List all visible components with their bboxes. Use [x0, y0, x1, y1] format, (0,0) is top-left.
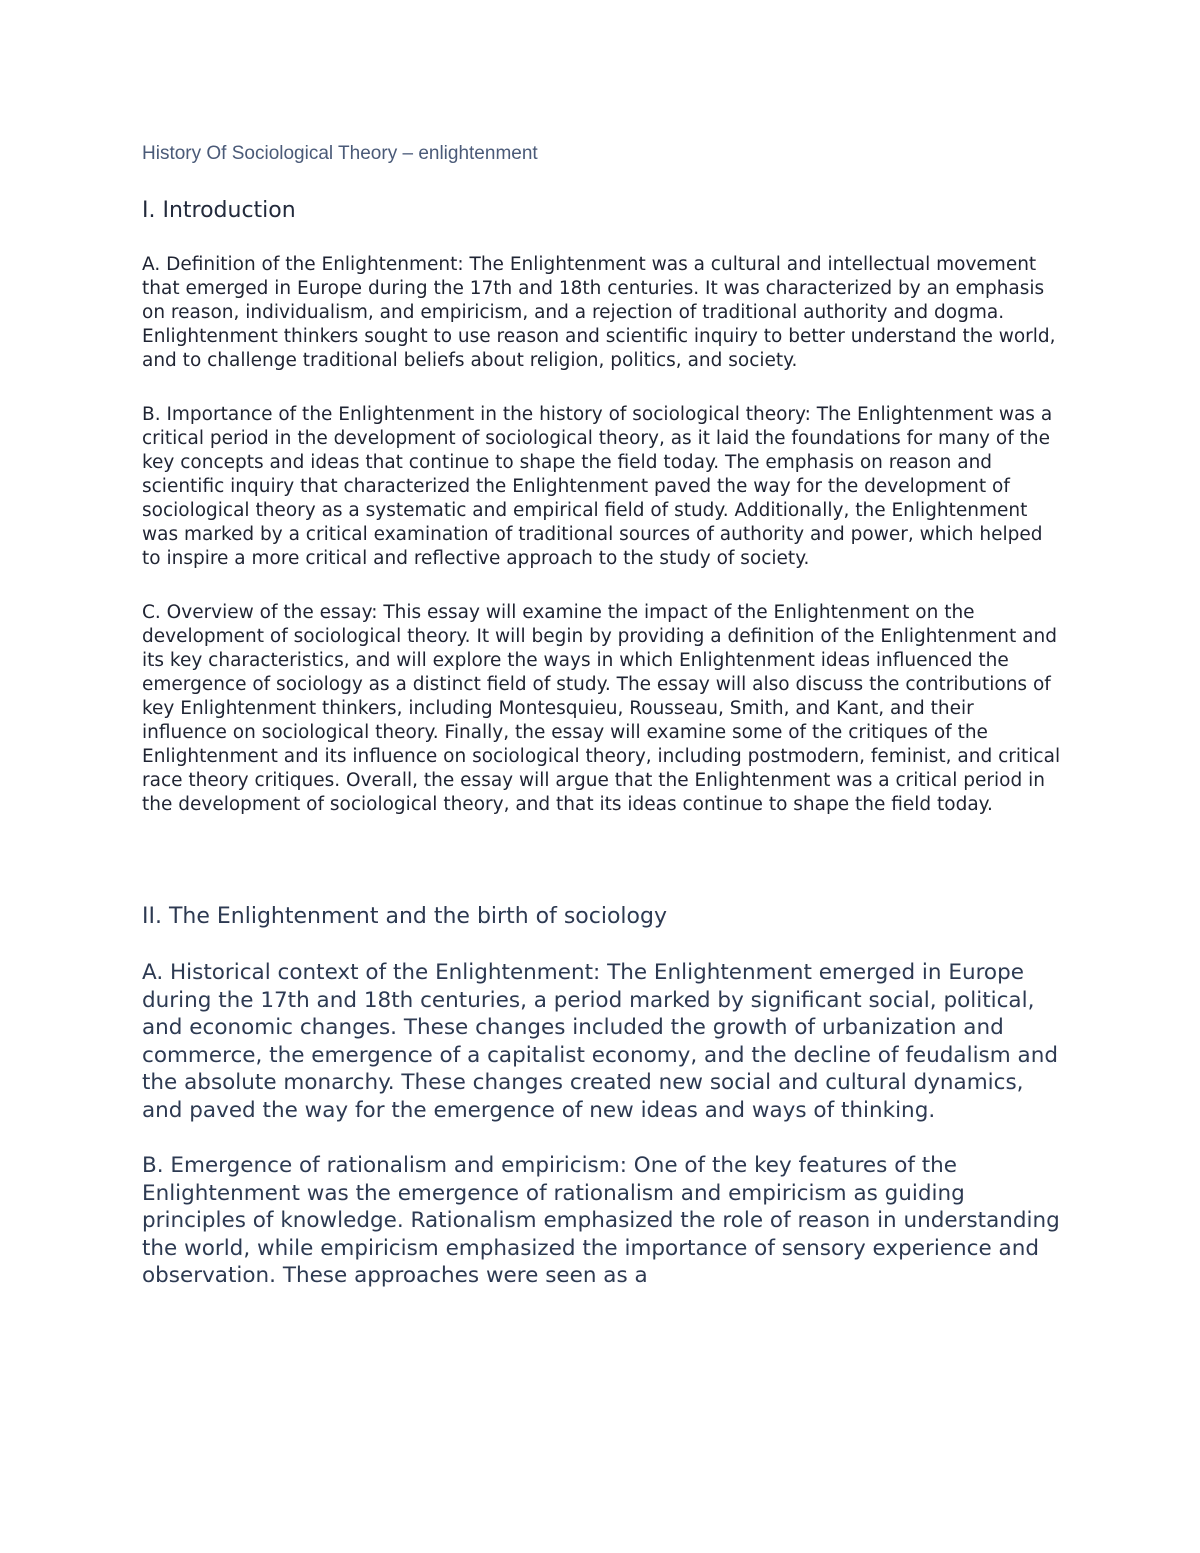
section-heading-birth-of-sociology: II. The Enlightenment and the birth of sociology: [142, 904, 667, 929]
paragraph-rationalism-empiricism: B. Emergence of rationalism and empiricism: One of the key features of the Enlightenment was the emergence of rationalism and empiricism as guiding principles of knowledge. Rationalism emphasized the role of reason in understanding the world, while empiricism emphasized the importance of sensory experience and observation. These approaches were seen as a: [142, 1153, 1060, 1288]
paragraph-importance: B. Importance of the Enlightenment in the history of sociological theory: The Enlightenment was a critical period in the development of sociological theory, as it laid the foundations for many of the key concepts and ideas that continue to shape the field today. The emphasis on reason and scientific inquiry that characterized the Enlightenment paved the way for the development of sociological theory as a systematic and empirical field of study. Additionally, the Enlightenment was marked by a critical examination of traditional sources of authority and power, which helped to inspire a more critical and reflective approach to the study of society.: [142, 404, 1053, 569]
paragraph-definition: A. Definition of the Enlightenment: The Enlightenment was a cultural and intellectual movement that emerged in Europe during the 17th and 18th centuries. It was characterized by an emphasis on reason, individualism, and empiricism, and a rejection of traditional authority and dogma. Enlightenment thinkers sought to use reason and scientific inquiry to better understand the world, and to challenge traditional beliefs about religion, politics, and society.: [142, 254, 1056, 371]
paragraph-overview: C. Overview of the essay: This essay will examine the impact of the Enlightenment on the development of sociological theory. It will begin by providing a definition of the Enlightenment and its key characteristics, and will explore the ways in which Enlightenment ideas influenced the emergence of sociology as a distinct field of study. The essay will also discuss the contributions of key Enlightenment thinkers, including Montesquieu, Rousseau, Smith, and Kant, and their influence on sociological theory. Finally, the essay will examine some of the critiques of the Enlightenment and its influence on sociological theory, including postmodern, feminist, and critical race theory critiques. Overall, the essay will argue that the Enlightenment was a critical period in the development of sociological theory, and that its ideas continue to shape the field today.: [142, 602, 1061, 815]
section-heading-introduction: I. Introduction: [142, 198, 296, 223]
document-title: History Of Sociological Theory – enlightenment: [142, 143, 538, 164]
document-content: [142, 142, 1062, 1290]
paragraph-historical-context: A. Historical context of the Enlightenment: The Enlightenment emerged in Europe during the 17th and 18th centuries, a period marked by significant social, political, and economic changes. These changes included the growth of urbanization and commerce, the emergence of a capitalist economy, and the decline of feudalism and the absolute monarchy. These changes created new social and cultural dynamics, and paved the way for the emergence of new ideas and ways of thinking.: [142, 960, 1058, 1123]
